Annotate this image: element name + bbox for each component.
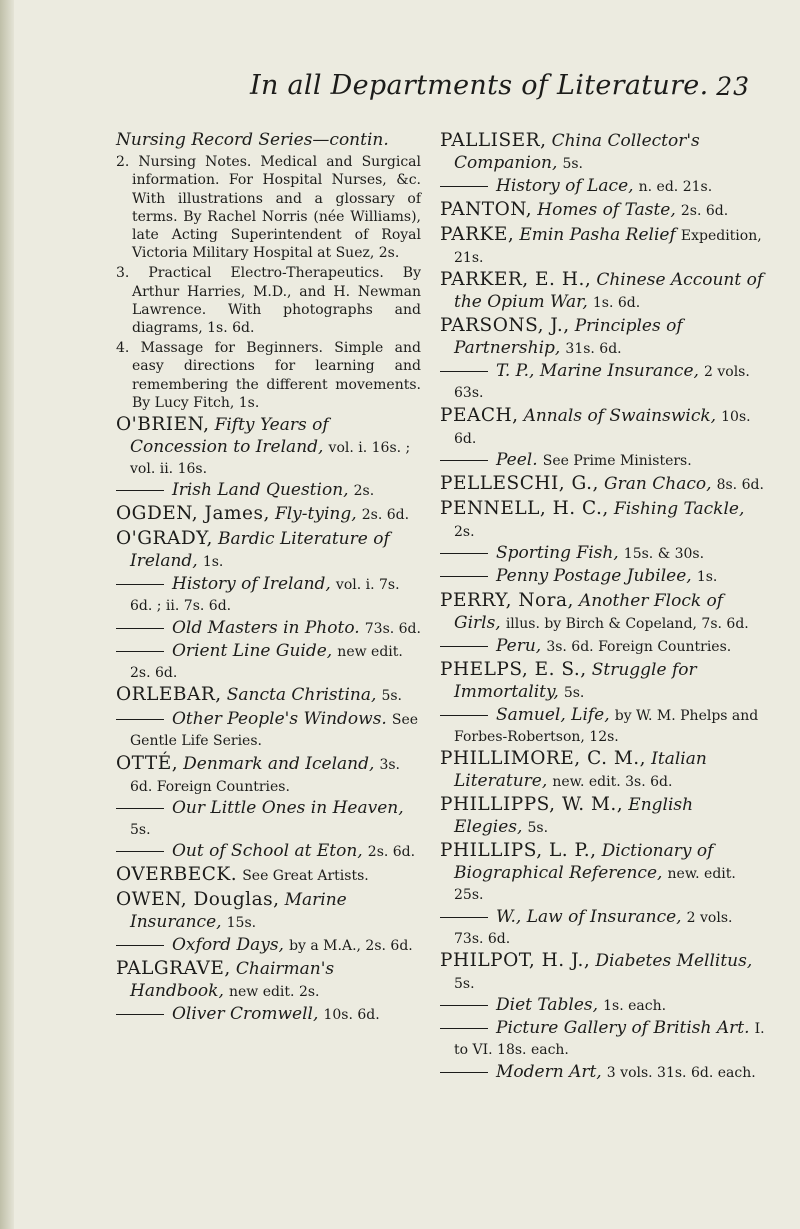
entry-details: 8s. 6d.: [716, 477, 764, 494]
entry-details: new. edit. 25s.: [454, 866, 736, 904]
catalogue-entry: [440, 361, 765, 402]
series-item: 2. Nursing Notes. Medical and Surgical information. For Hospital Nurses, &c. With illustrations and a glossary of terms. By Rachel Norris (née Williams), late Acting Superintendent of Royal Victoria Military Hospital at Suez, 2s.: [116, 154, 421, 262]
entry-details: new edit. 2s.: [228, 984, 320, 1001]
ditto-rule: [116, 808, 164, 809]
entry-title: Another Flock of Girls,: [454, 590, 724, 633]
entry-details: 2s. 6d.: [361, 507, 410, 524]
catalogue-entry: [440, 315, 765, 359]
entry-details: vol. i. 7s. 6d. ; ii. 7s. 6d.: [130, 577, 400, 615]
entry-title: Oxford Days,: [172, 935, 284, 956]
page-number: 23: [716, 72, 750, 101]
catalogue-entry: [440, 405, 765, 448]
entry-details: 73s. 6d.: [364, 620, 421, 637]
entry-title: Picture Gallery of British Art.: [496, 1018, 750, 1039]
entry-author: PARKE,: [440, 224, 515, 246]
entry-details: 10s. 6d.: [454, 408, 751, 447]
entry-details: illus. by Birch & Copeland, 7s. 6d.: [505, 615, 749, 632]
entry-title: Chairman's Handbook,: [130, 959, 335, 1002]
entry-details: 2s. 6d.: [367, 844, 416, 861]
entry-details: 3s. 6d. Foreign Countries.: [130, 756, 401, 795]
entry-title: Modern Art,: [496, 1061, 602, 1082]
entry-title: Principles of Partnership,: [454, 316, 683, 359]
entry-details: See Prime Ministers.: [542, 453, 692, 470]
entry-title: W., Law of Insurance,: [496, 906, 682, 927]
entry-author: PHILLIPPS, W. M.,: [440, 794, 624, 816]
ditto-rule: [440, 1028, 488, 1029]
entry-title: Chinese Account of the Opium War,: [454, 270, 764, 313]
catalogue-entry: [116, 864, 421, 887]
entry-details: 1s.: [696, 569, 718, 586]
entry-details: 5s.: [130, 821, 151, 838]
entry-title: Penny Postage Jubilee,: [496, 566, 692, 587]
catalogue-entry: [440, 636, 765, 657]
entry-title: Our Little Ones in Heaven,: [172, 797, 404, 818]
entry-title: Denmark and Iceland,: [183, 753, 375, 774]
entry-author: PERRY, Nora,: [440, 589, 574, 611]
ditto-rule: [116, 1014, 164, 1015]
entry-title: Irish Land Question,: [172, 480, 349, 501]
entry-details: 5s.: [527, 820, 549, 837]
catalogue-entry: [440, 543, 765, 564]
entry-title: Bardic Literature of Ireland,: [130, 529, 390, 572]
catalogue-entry: [116, 958, 421, 1002]
catalogue-entry: [116, 618, 421, 639]
left-column: [116, 130, 421, 1028]
entry-details: 3s. 6d. Foreign Countries.: [546, 638, 732, 655]
catalogue-entry: [116, 528, 421, 572]
entry-title: Fishing Tackle,: [613, 499, 745, 520]
catalogue-entry: [116, 641, 421, 682]
entry-details: 15s. & 30s.: [623, 546, 705, 563]
entry-title: Dictionary of Biographical Reference,: [454, 841, 714, 884]
catalogue-entry: [440, 705, 765, 746]
catalogue-entry: [440, 907, 765, 948]
right-column: [440, 130, 765, 1085]
entry-title: Emin Pasha Relief: [519, 225, 676, 246]
catalogue-entry: [116, 709, 421, 750]
entry-title: Peel.: [496, 450, 538, 471]
entry-title: Gran Chaco,: [604, 474, 712, 495]
entry-author: PANTON,: [440, 199, 533, 221]
entry-details: new. edit. 3s. 6d.: [552, 774, 673, 791]
catalogue-entry: [440, 659, 765, 703]
ditto-rule: [116, 651, 164, 652]
entry-author: PHELPS, E. S.,: [440, 658, 587, 680]
ditto-rule: [116, 719, 164, 720]
catalogue-entry: [440, 566, 765, 587]
entry-title: Diabetes Mellitus,: [595, 950, 753, 971]
entry-details: 15s.: [226, 915, 257, 932]
catalogue-entry: [116, 503, 421, 526]
entry-title: Old Masters in Photo.: [172, 617, 360, 638]
entry-author: PALGRAVE,: [116, 958, 231, 980]
entry-details: 31s. 6d.: [565, 341, 622, 358]
entry-author: PHILLIPS, L. P.,: [440, 840, 597, 862]
entry-title: History of Ireland,: [172, 574, 331, 595]
ditto-rule: [116, 945, 164, 946]
catalogue-entry: [116, 798, 421, 839]
catalogue-entry: [440, 748, 765, 792]
running-title: In all Departments of Literature.: [250, 70, 709, 101]
entry-title: Fly-tying,: [274, 504, 357, 525]
ditto-rule: [116, 851, 164, 852]
catalogue-entry: [116, 574, 421, 615]
catalogue-entry: [116, 684, 421, 707]
catalogue-entry: [116, 1004, 421, 1025]
entry-title: Italian Literature,: [454, 749, 707, 792]
ditto-rule: [116, 628, 164, 629]
ditto-rule: [440, 646, 488, 647]
entry-details: 5s.: [454, 975, 475, 992]
entry-author: OWEN, Douglas,: [116, 889, 280, 911]
catalogue-entry: [440, 590, 765, 634]
entry-author: OVERBECK.: [116, 864, 238, 886]
entry-title: Annals of Swainswick,: [523, 405, 717, 426]
catalogue-entry: [440, 1062, 765, 1083]
entry-author: OGDEN, James,: [116, 503, 270, 525]
entry-details: vol. i. 16s. ; vol. ii. 16s.: [130, 439, 411, 477]
entry-title: Diet Tables,: [496, 995, 599, 1016]
entry-details: 2s. 6d.: [680, 203, 729, 220]
series-heading: Nursing Record Series—contin.: [116, 130, 389, 150]
catalogue-entry: [440, 473, 765, 496]
entry-title: Out of School at Eton,: [172, 841, 363, 862]
entry-details: n. ed. 21s.: [638, 179, 713, 196]
entry-details: new edit. 2s. 6d.: [130, 643, 403, 681]
entry-details: 1s.: [202, 554, 224, 571]
catalogue-entry: [116, 753, 421, 796]
entry-details: 3 vols. 31s. 6d. each.: [606, 1064, 756, 1081]
entry-author: PENNELL, H. C.,: [440, 498, 609, 520]
catalogue-entry: [440, 199, 765, 222]
entry-details: 5s.: [381, 688, 403, 705]
entry-details: 2 vols. 63s.: [454, 364, 750, 402]
catalogue-entry: [440, 450, 765, 471]
entry-details: See Great Artists.: [242, 868, 369, 885]
catalogue-entry: [440, 269, 765, 313]
catalogue-entry: [440, 176, 765, 197]
entry-title: T. P., Marine Insurance,: [496, 361, 699, 382]
entry-title: Fifty Years of Concession to Ireland,: [130, 414, 329, 457]
ditto-rule: [440, 576, 488, 577]
catalogue-entry: [116, 935, 421, 956]
ditto-rule: [440, 1005, 488, 1006]
catalogue-entry: [116, 841, 421, 862]
entry-author: PARKER, E. H.,: [440, 269, 592, 291]
page-binding-edge: [0, 0, 14, 1229]
entry-title: History of Lace,: [496, 176, 634, 197]
catalogue-entry: [440, 995, 765, 1016]
entry-title: Struggle for Immortality,: [454, 659, 697, 702]
entry-author: ORLEBAR,: [116, 684, 222, 706]
entry-author: PEACH,: [440, 404, 519, 426]
series-item: 3. Practical Electro-Therapeutics. By Arthur Harries, M.D., and H. Newman Lawrence. With photographs and diagrams, 1s. 6d.: [116, 265, 421, 336]
left-entry-list: [116, 414, 421, 1026]
ditto-rule: [116, 490, 164, 491]
entry-title: Homes of Taste,: [537, 200, 676, 221]
ditto-rule: [440, 553, 488, 554]
catalogue-entry: [116, 414, 421, 478]
catalogue-entry: [440, 130, 765, 174]
entry-author: PHILLIMORE, C. M.,: [440, 748, 647, 770]
entry-author: O'BRIEN,: [116, 413, 210, 435]
catalogue-entry: [116, 889, 421, 933]
catalogue-entry: [440, 794, 765, 838]
entry-author: PHILPOT, H. J.,: [440, 949, 591, 971]
entry-title: English Elegies,: [454, 795, 694, 838]
ditto-rule: [116, 584, 164, 585]
catalogue-entry: [440, 950, 765, 993]
entry-details: I. to VI. 18s. each.: [454, 1021, 765, 1059]
entry-author: PELLESCHI, G.,: [440, 473, 599, 495]
entry-details: 1s. each.: [603, 998, 667, 1015]
entry-title: Sporting Fish,: [496, 543, 619, 564]
entry-details: 5s.: [563, 684, 585, 701]
entry-details: See Gentle Life Series.: [130, 712, 419, 750]
catalogue-entry: [440, 498, 765, 541]
entry-title: Oliver Cromwell,: [172, 1004, 319, 1025]
entry-author: O'GRADY,: [116, 528, 213, 550]
entry-title: Sancta Christina,: [226, 685, 377, 706]
ditto-rule: [440, 460, 488, 461]
catalogue-entry: [440, 1018, 765, 1059]
entry-details: 10s. 6d.: [323, 1007, 380, 1024]
entry-details: by W. M. Phelps and Forbes-Robertson, 12s.: [454, 707, 759, 745]
entry-details: 1s. 6d.: [592, 295, 641, 312]
entry-details: 2s.: [353, 483, 375, 500]
ditto-rule: [440, 371, 488, 372]
entry-details: Expedition, 21s.: [454, 228, 762, 266]
entry-title: Orient Line Guide,: [172, 640, 333, 661]
catalogue-entry: [116, 480, 421, 501]
entry-details: 5s.: [562, 155, 583, 172]
entry-title: Other People's Windows.: [172, 709, 387, 730]
entry-author: OTTÉ,: [116, 752, 179, 774]
series-item: 4. Massage for Beginners. Simple and easy directions for learning and remembering the different movements. By Lucy Fitch, 1s.: [116, 340, 421, 411]
entry-title: Peru,: [496, 635, 542, 656]
entry-title: Samuel, Life,: [496, 704, 610, 725]
page-header: [100, 70, 750, 112]
entry-title: Marine Insurance,: [130, 890, 347, 933]
ditto-rule: [440, 1072, 488, 1073]
entry-author: PALLISER,: [440, 130, 547, 151]
catalogue-entry: [440, 224, 765, 267]
ditto-rule: [440, 715, 488, 716]
entry-details: by a M.A., 2s. 6d.: [289, 938, 413, 955]
entry-details: 2 vols. 73s. 6d.: [454, 909, 733, 947]
entry-title: China Collector's Companion,: [454, 131, 700, 173]
entry-details: 2s.: [454, 524, 475, 541]
right-entry-list: [440, 130, 765, 1083]
catalogue-entry: [440, 840, 765, 904]
entry-author: PARSONS, J.,: [440, 315, 570, 337]
ditto-rule: [440, 917, 488, 918]
ditto-rule: [440, 186, 488, 187]
